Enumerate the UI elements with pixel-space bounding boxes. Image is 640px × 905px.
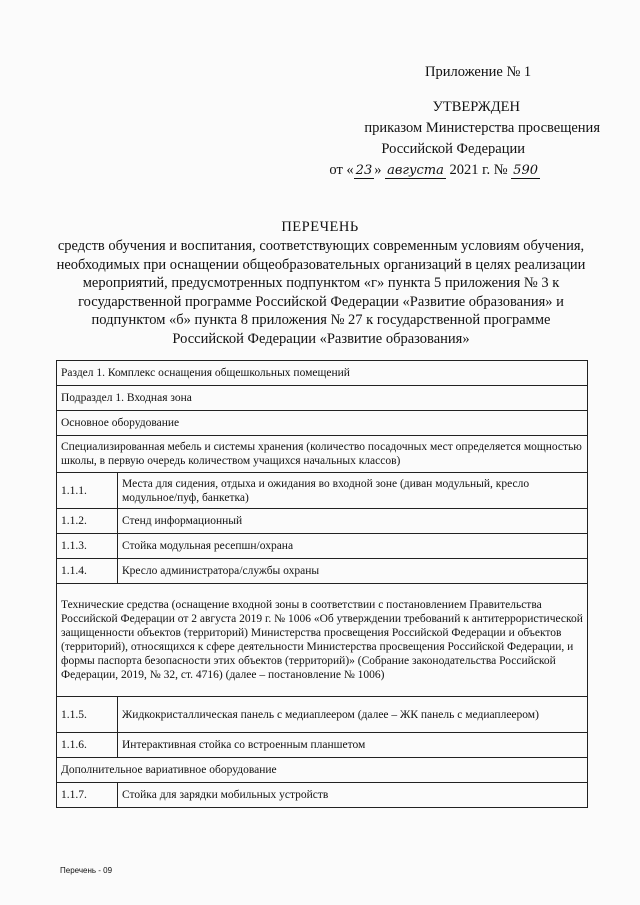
date-mid: »: [374, 162, 382, 178]
equipment-table: [56, 360, 588, 808]
item-text: Жидкокристаллическая панель с медиаплеером (далее – ЖК панель с медиаплеером): [118, 697, 588, 733]
item-number: 1.1.6.: [57, 733, 118, 758]
item-number: 1.1.7.: [57, 783, 118, 808]
table-row: [57, 361, 588, 386]
table-row: [57, 509, 588, 534]
table-row: [57, 559, 588, 584]
table-row: [57, 697, 588, 733]
item-text: Кресло администратора/службы охраны: [118, 559, 588, 584]
page-footer: Перечень - 09: [60, 866, 113, 875]
basic-equipment-cell: Основное оборудование: [57, 411, 588, 436]
approval-block: [0, 97, 600, 181]
table-row: [57, 584, 588, 697]
subsection-cell: Подраздел 1. Входная зона: [57, 386, 588, 411]
approved-line-2: Российской Федерации: [381, 141, 525, 157]
tech-group-cell: Технические средства (оснащение входной зоны в соответствии с постановлением Правительства Российской Федерации от 2 августа 2019 г. № 1006 «Об утверждении требований к антитеррористической защищенности объектов (территорий) Министерства просвещения Российской Федерации и объектов (территорий), относящихся к сфере деятельности Министерства просвещения Российской Федерации, и формы паспорта безопасности этих объектов (территорий)» (Собрание законодательства Российской Федерации, 2019, № 32, ст. 4716) (далее – постановление № 1006): [57, 584, 588, 697]
table-row: [57, 386, 588, 411]
item-text: Стойка для зарядки мобильных устройств: [118, 783, 588, 808]
document-title: ПЕРЕЧЕНЬ: [281, 219, 359, 235]
document-subtitle: средств обучения и воспитания, соответствующих современным условиям обучения, необходимых при оснащении общеобразовательных организаций в целях реализации мероприятий, предусмотренных подпунктом «г» пункта 5 приложения № 3 к государственной программе Российской Федерации «Развитие образования» и подпунктом «б» пункта 8 приложения № 27 к государственной программе Российской Федерации «Развитие образования»: [56, 238, 586, 347]
table-row: [57, 783, 588, 808]
date-prefix: от «: [329, 162, 354, 178]
optional-equipment-cell: Дополнительное вариативное оборудование: [57, 758, 588, 783]
handwritten-day: 23: [355, 163, 373, 178]
table-row: [57, 436, 588, 473]
item-text: Стойка модульная ресепшн/охрана: [118, 534, 588, 559]
item-number: 1.1.2.: [57, 509, 118, 534]
table-row: [57, 733, 588, 758]
furniture-group-cell: Специализированная мебель и системы хранения (количество посадочных мест определяется мощностью школы, в первую очередь количеством учащихся начальных классов): [57, 436, 588, 473]
table-row: [57, 534, 588, 559]
item-text: Места для сидения, отдыха и ожидания во входной зоне (диван модульный, кресло модульное/пуф, банкетка): [118, 473, 588, 509]
item-number: 1.1.1.: [57, 473, 118, 509]
approved-title: УТВЕРЖДЕН: [432, 99, 520, 115]
item-number: 1.1.4.: [57, 559, 118, 584]
appendix-label: Приложение № 1: [425, 64, 532, 80]
item-text: Стенд информационный: [118, 509, 588, 534]
item-number: 1.1.5.: [57, 697, 118, 733]
section-cell: Раздел 1. Комплекс оснащения общешкольных помещений: [57, 361, 588, 386]
date-year: 2021 г. №: [449, 162, 508, 178]
item-text: Интерактивная стойка со встроенным планшетом: [118, 733, 588, 758]
approved-line-1: приказом Министерства просвещения: [364, 120, 600, 136]
table-row: [57, 758, 588, 783]
handwritten-month: августа: [387, 163, 444, 178]
handwritten-number: 590: [513, 163, 538, 178]
table-row: [57, 473, 588, 509]
table-row: [57, 411, 588, 436]
approval-date-line: [0, 160, 600, 181]
item-number: 1.1.3.: [57, 534, 118, 559]
